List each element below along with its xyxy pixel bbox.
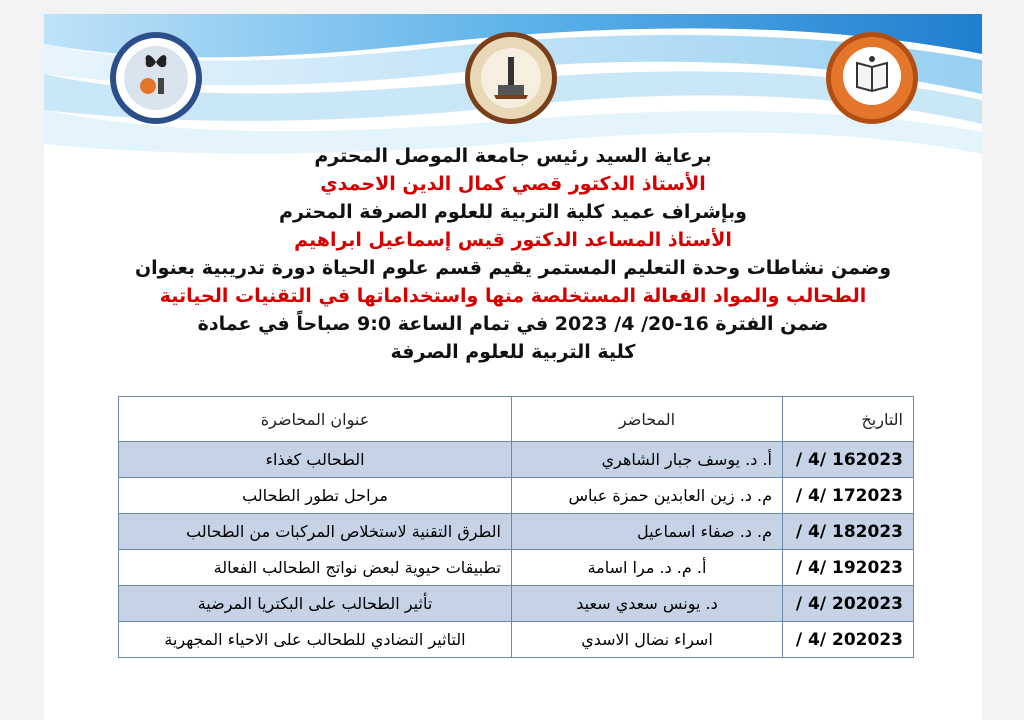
course-period-line: ضمن الفترة 16-20/ 4/ 2023 في تمام الساعة 9:0 صباحاً في عمادة [197, 313, 829, 335]
row-title: تطبيقات حيوية لبعض نواتج الطحالب الفعالة [119, 550, 512, 586]
college-of-education-logo [826, 32, 918, 124]
course-intro-line: وضمن نشاطات وحدة التعليم المستمر يقيم قسم علوم الحياة دورة تدريبية بعنوان [134, 257, 892, 279]
course-title: الطحالب والمواد الفعالة المستخلصة منها واستخداماتها في التقنيات الحياتية [159, 285, 867, 307]
microscope-icon [138, 74, 174, 98]
supervision-line: وبإشراف عميد كلية التربية للعلوم الصرفة المحترم [279, 201, 747, 223]
row-date: 162023 /4 / [783, 442, 914, 478]
table-row [119, 514, 914, 550]
book-icon [853, 55, 891, 95]
university-of-mosul-logo [465, 32, 557, 124]
row-lecturer: م. د. زين العابدين حمزة عباس [512, 478, 783, 514]
butterfly-icon [144, 52, 168, 72]
header-lecturer: المحاضر [512, 397, 783, 442]
row-title: مراحل تطور الطحالب [119, 478, 512, 514]
announcement-text [44, 142, 982, 366]
row-lecturer: د. يونس سعدي سعيد [512, 586, 783, 622]
row-lecturer: م. د. صفاء اسماعيل [512, 514, 783, 550]
row-title: تأثير الطحالب على البكتريا المرضية [119, 586, 512, 622]
biology-department-logo [110, 32, 202, 124]
venue-line: كلية التربية للعلوم الصرفة [390, 341, 636, 363]
document-page [44, 14, 982, 720]
table-row [119, 478, 914, 514]
president-name: الأستاذ الدكتور قصي كمال الدين الاحمدي [320, 173, 706, 195]
row-title: الطحالب كغذاء [119, 442, 512, 478]
lecture-schedule-table [118, 396, 914, 658]
header-title: عنوان المحاضرة [119, 397, 512, 442]
row-date: 192023 /4 / [783, 550, 914, 586]
row-lecturer: اسراء نضال الاسدي [512, 622, 783, 658]
table-row [119, 622, 914, 658]
row-date: 202023 /4 / [783, 586, 914, 622]
table-row [119, 550, 914, 586]
row-date: 172023 /4 / [783, 478, 914, 514]
dean-name: الأستاذ المساعد الدكتور قيس إسماعيل ابراهيم [294, 229, 732, 251]
patronage-line: برعاية السيد رئيس جامعة الموصل المحترم [314, 145, 712, 167]
row-date: 182023 /4 / [783, 514, 914, 550]
header-date: التاريخ [783, 397, 914, 442]
minaret-icon [492, 55, 530, 99]
row-title: التاثير التضادي للطحالب على الاحياء المجهرية [119, 622, 512, 658]
row-date: 202023 /4 / [783, 622, 914, 658]
table-header-row [119, 397, 914, 442]
row-lecturer: أ. م. د. مرا اسامة [512, 550, 783, 586]
row-title: الطرق التقنية لاستخلاص المركبات من الطحالب [119, 514, 512, 550]
table-row [119, 442, 914, 478]
row-lecturer: أ. د. يوسف جبار الشاهري [512, 442, 783, 478]
table-row [119, 586, 914, 622]
